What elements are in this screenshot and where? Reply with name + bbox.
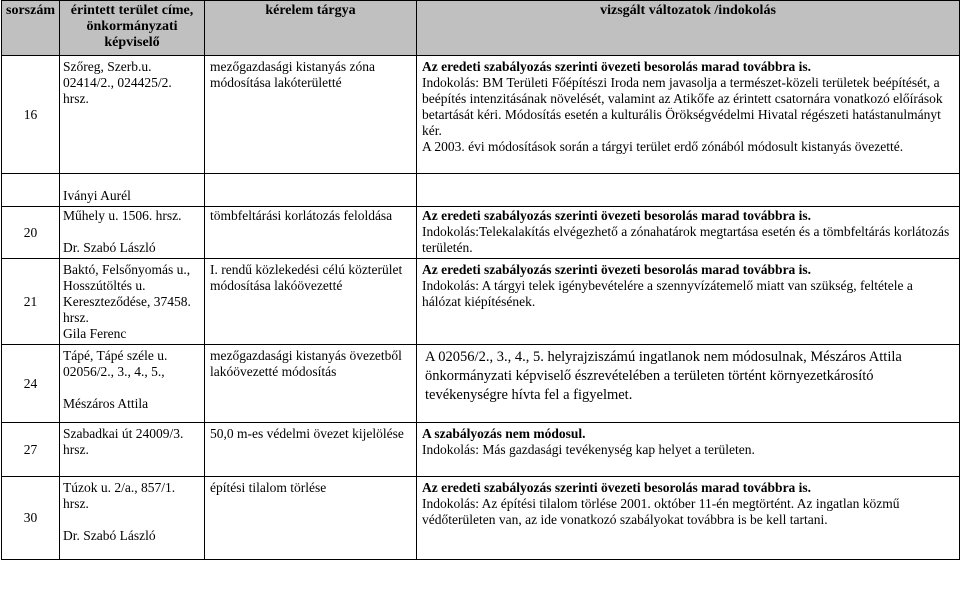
row-number: 21 (2, 259, 60, 345)
reason-text: Indokolás: A tárgyi telek igénybevételére a szennyvízátemelő miatt van szükség, feltétele a hálózat kiépítésének. (422, 278, 913, 309)
table-row (2, 259, 960, 345)
row-number: 16 (2, 56, 60, 174)
table-header-row (2, 1, 960, 56)
subject-text: 50,0 m-es védelmi övezet kijelölése (210, 426, 404, 441)
area-text: Műhely u. 1506. hrsz. (63, 208, 182, 223)
reason-text: Indokolás:Telekalakítás elvégezhető a zónahatárok megtartása esetén és a tömbfeltárás korlátozás területén. (422, 224, 950, 255)
table-row (2, 345, 960, 423)
header-number: sorszám (2, 1, 60, 56)
row-number: 30 (2, 477, 60, 560)
representative-name: Mészáros Attila (63, 396, 149, 411)
area-text: Szabadkai út 24009/3. hrsz. (63, 426, 184, 457)
header-reasoning: vizsgált változatok /indokolás (417, 1, 960, 56)
area-text: Tápé, Tápé széle u. 02056/2., 3., 4., 5., (63, 348, 168, 379)
table-row (2, 477, 960, 560)
area-text: Baktó, Felsőnyomás u., Hosszútöltés u. Kereszteződése, 37458. hrsz. (63, 262, 191, 325)
area-text: Túzok u. 2/a., 857/1. hrsz. (63, 480, 176, 511)
reason-extra-text: A 2003. évi módosítások során a tárgyi terület erdő zónából módosult kistanyás övezetté. (422, 139, 904, 154)
header-area: érintett terület címe, önkormányzati képviselő (60, 1, 205, 56)
reason-text: Indokolás: Az építési tilalom törlése 2001. október 11-én megtörtént. Az ingatlan közmű védőterületen van, az ide vonatkozó szabályokat továbbra is be kell tartani. (422, 496, 900, 527)
representative-name: Dr. Szabó László (63, 528, 156, 543)
verdict-text: Az eredeti szabályozás szerinti övezeti besorolás marad továbbra is. (422, 59, 812, 74)
representative-name: Gila Ferenc (63, 326, 127, 341)
header-subject: kérelem tárgya (205, 1, 417, 56)
subject-text: építési tilalom törlése (210, 480, 327, 495)
table-row (2, 174, 960, 207)
reason-text: A 02056/2., 3., 4., 5. helyrajziszámú ingatlanok nem módosulnak, Mészáros Attila önkormányzati képviselő észrevételében a területen történt környezetkárosító tevékenységre hívta fel a figyelmet. (425, 349, 902, 403)
subject-text: I. rendű közlekedési célú közterület módosítása lakóövezetté (210, 262, 403, 293)
subject-text: mezőgazdasági kistanyás zóna módosítása lakóterületté (210, 59, 375, 90)
table-row (2, 423, 960, 477)
subject-text: mezőgazdasági kistanyás övezetből lakóövezetté módosítás (210, 348, 402, 379)
table-row (2, 207, 960, 259)
reason-text: Indokolás: Más gazdasági tevékenység kap helyet a területen. (422, 442, 755, 457)
table-row (2, 56, 960, 174)
row-number: 20 (2, 207, 60, 259)
row-number: 24 (2, 345, 60, 423)
verdict-text: Az eredeti szabályozás szerinti övezeti besorolás marad továbbra is. (422, 262, 812, 277)
decisions-table (1, 0, 960, 560)
verdict-text: Az eredeti szabályozás szerinti övezeti besorolás marad továbbra is. (422, 480, 812, 495)
area-text: Szőreg, Szerb.u. 02414/2., 024425/2. hrsz. (63, 59, 172, 106)
representative-name: Dr. Szabó László (63, 240, 156, 255)
representative-name: Iványi Aurél (63, 188, 131, 203)
subject-text: tömbfeltárási korlátozás feloldása (210, 208, 393, 223)
verdict-text: A szabályozás nem módosul. (422, 426, 586, 441)
row-number: 27 (2, 423, 60, 477)
reason-text: Indokolás: BM Területi Főépítészi Iroda nem javasolja a természet-közeli területek beépítését, a beépítés intenzitásának növelését, valamint az Atikőfe az érintett csatornára vonatkozó előírások betartását kéri. Módosítás esetén a kulturális Örökségvédelmi Hivatal régészeti hatástanulmányt kér. (422, 75, 943, 138)
verdict-text: Az eredeti szabályozás szerinti övezeti besorolás marad továbbra is. (422, 208, 812, 223)
